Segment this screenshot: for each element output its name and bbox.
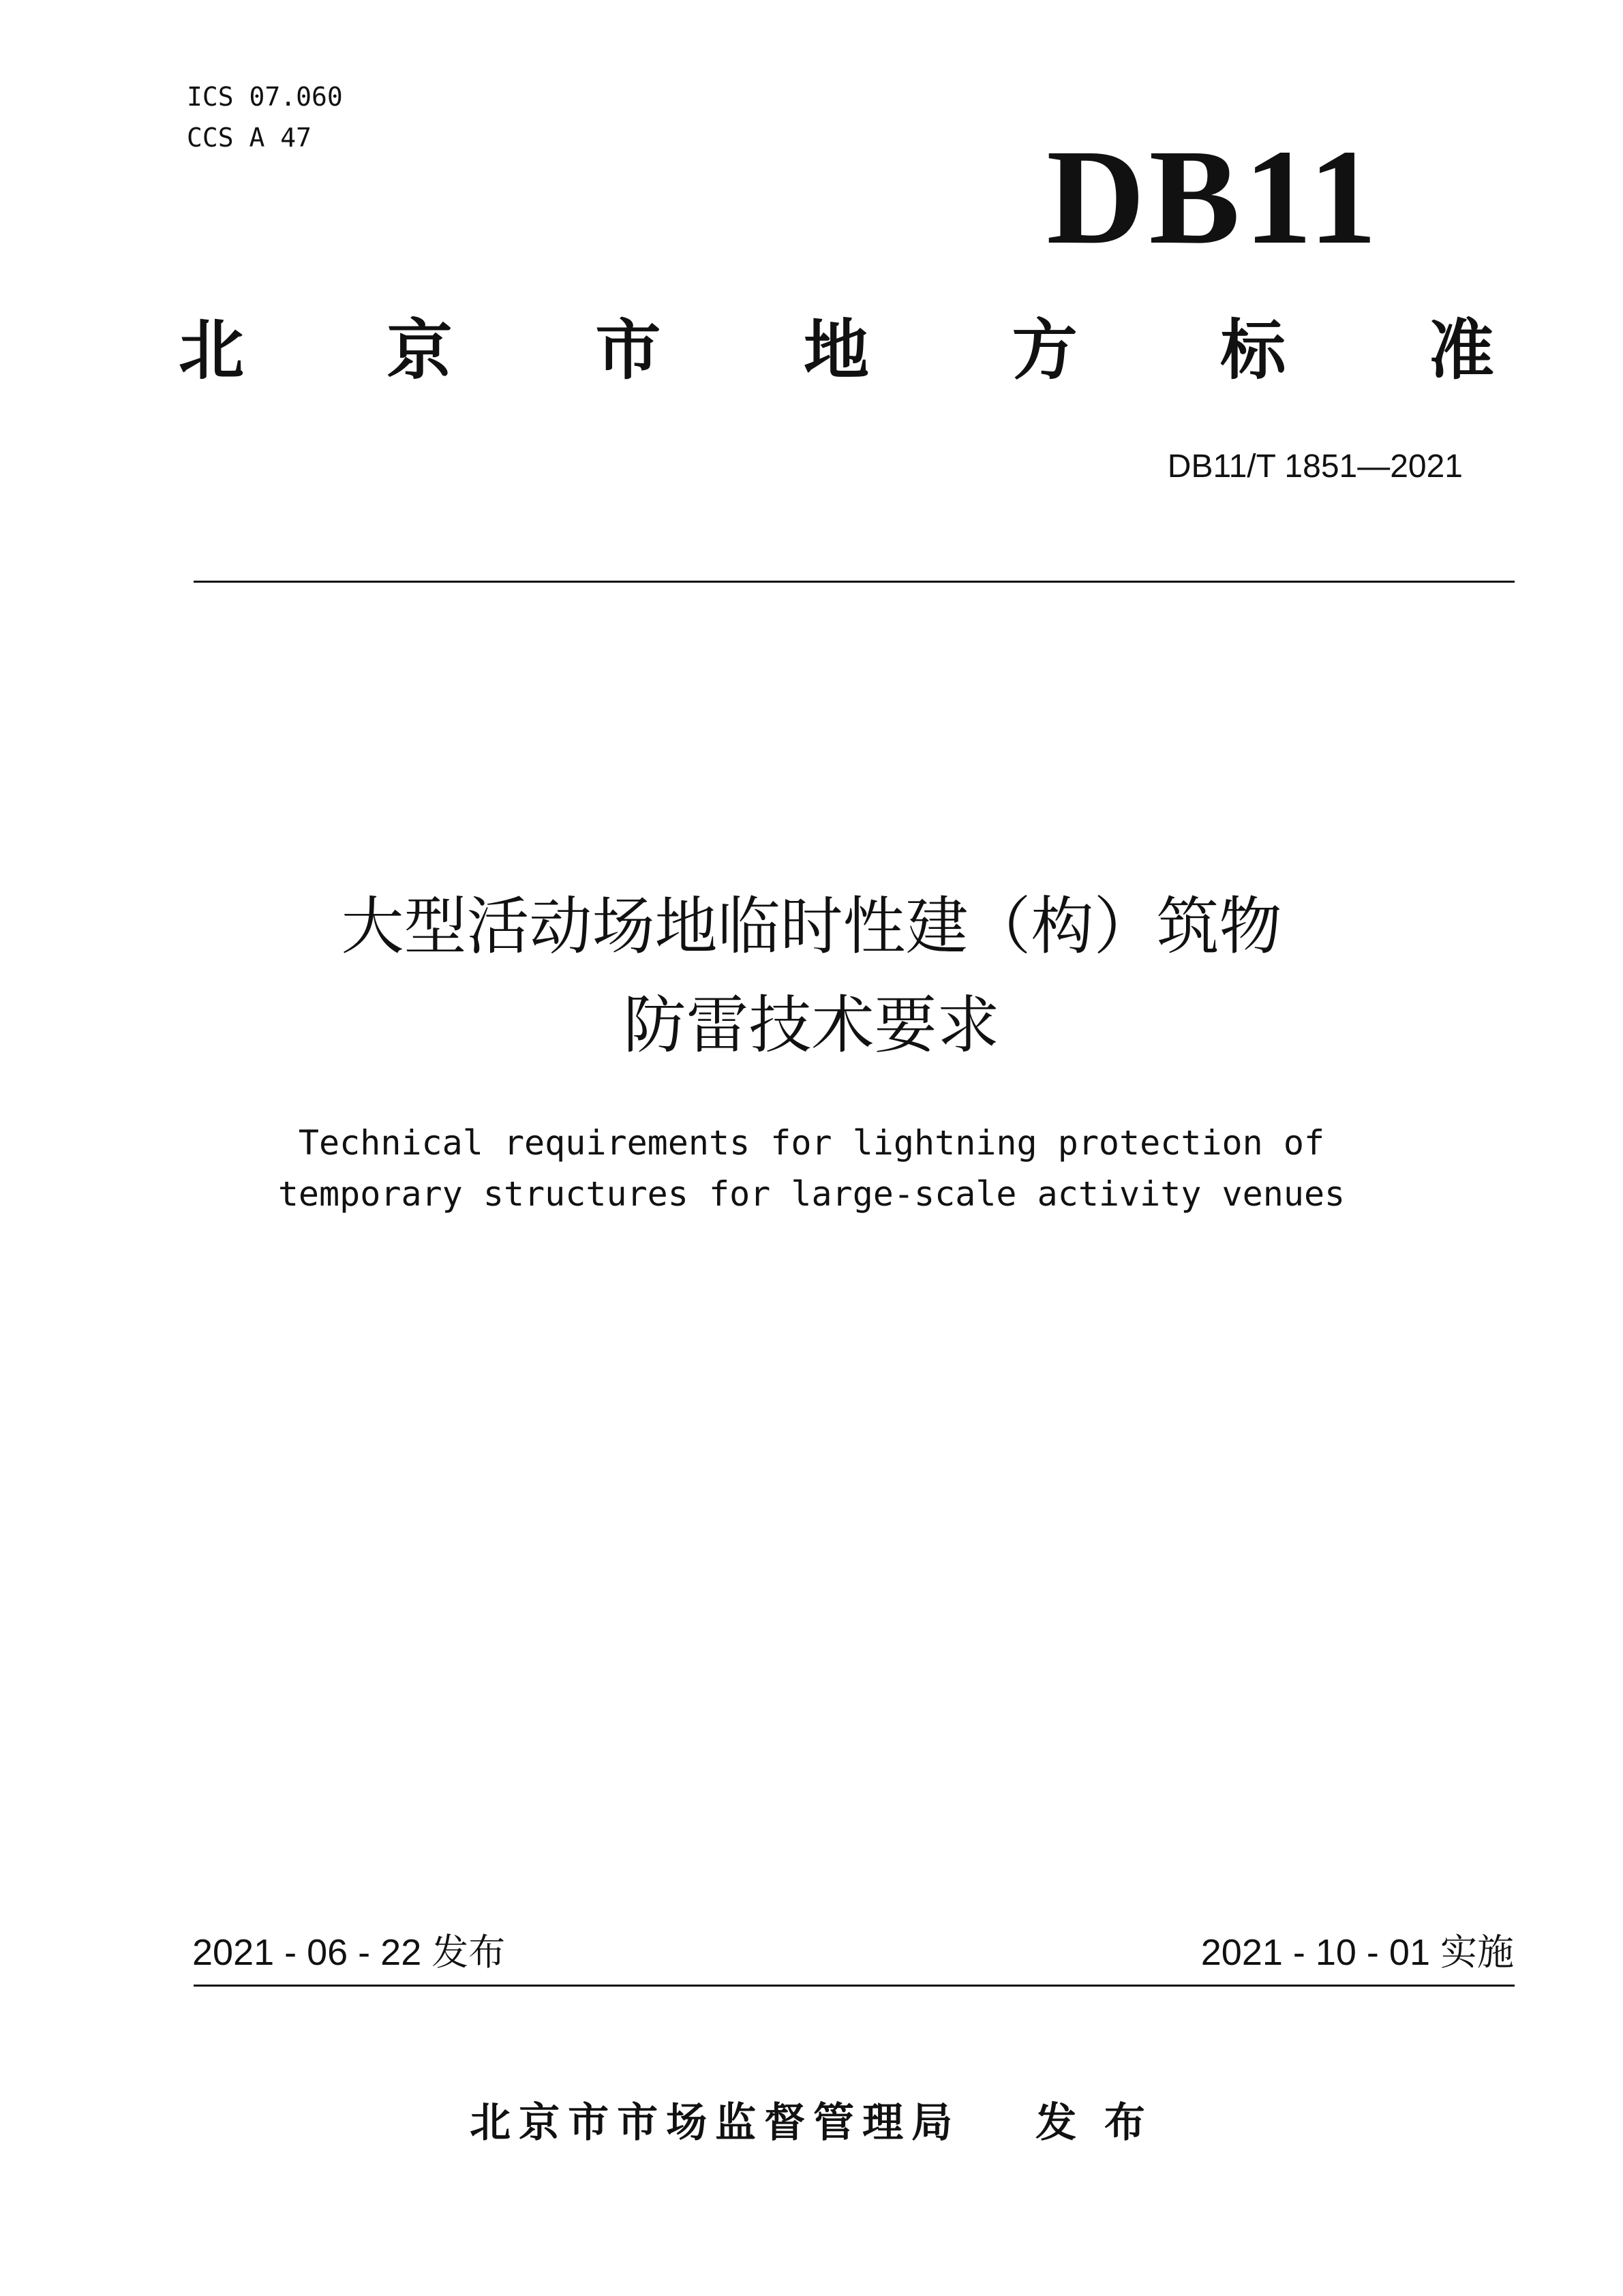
implementation-date: 2021 - 10 - 01 实施 [1200, 1932, 1514, 1973]
ccs-code: CCS A 47 [187, 123, 312, 153]
db11-logo: DB11 [1046, 122, 1381, 273]
title-cn-line1: 大型活动场地临时性建（构）筑物 [341, 892, 1282, 962]
issuer-action: 发 布 [1035, 2100, 1153, 2145]
title-en-line1: Technical requirements for lightning protection of [298, 1123, 1325, 1163]
title-en-line2: temporary structures for large-scale activity venues [277, 1174, 1346, 1214]
standard-number: DB11/T 1851—2021 [1167, 448, 1463, 485]
header-divider [194, 581, 1515, 583]
standard-type-char: 地 [803, 314, 869, 387]
issuer-name: 北京市市场监督管理局 [470, 2100, 961, 2145]
classification-codes [187, 76, 343, 158]
issuer-line [0, 2096, 1623, 2150]
standard-type-char: 准 [1428, 314, 1494, 387]
standard-type-char: 京 [386, 314, 453, 387]
ics-code: ICS 07.060 [187, 82, 343, 112]
standard-type-char: 方 [1012, 314, 1078, 387]
standard-type-char: 标 [1220, 314, 1286, 387]
title-cn-line2: 防雷技术要求 [623, 991, 1000, 1060]
standard-type-char: 北 [179, 314, 244, 387]
standard-type-heading [179, 313, 1494, 388]
standard-type-char: 市 [595, 314, 661, 387]
footer-divider [194, 1985, 1515, 1987]
issue-date: 2021 - 06 - 22 发布 [192, 1932, 506, 1973]
